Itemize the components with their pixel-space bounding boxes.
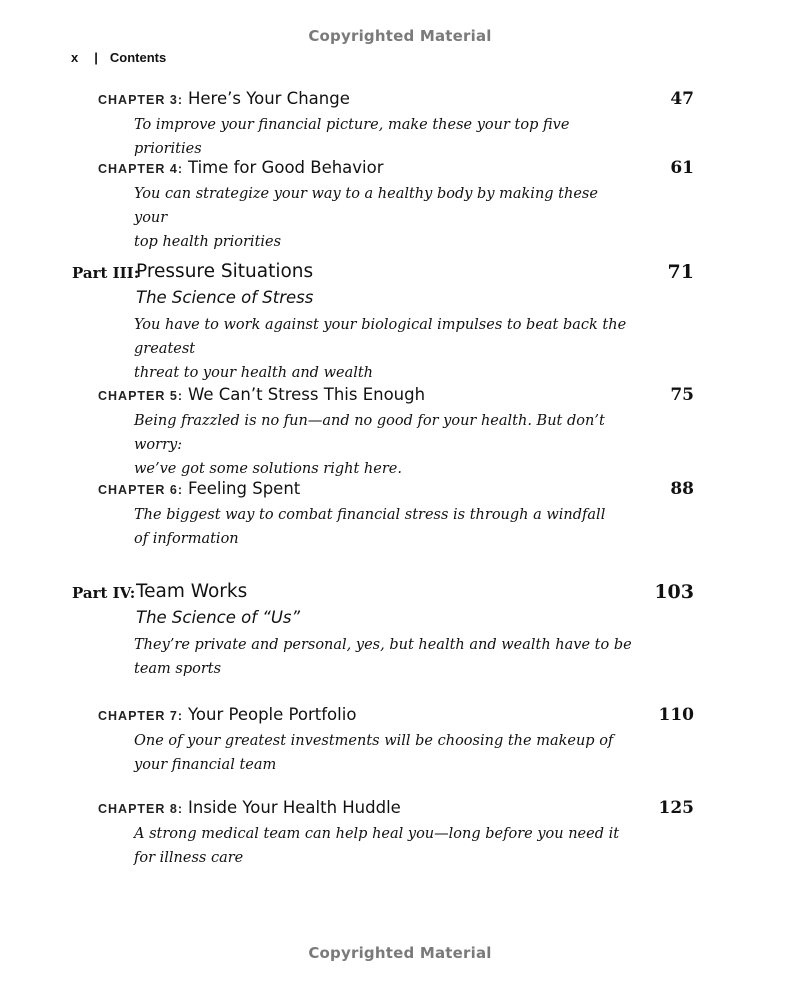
chapter-page-number: 125 xyxy=(658,798,694,818)
copyright-notice-bottom: Copyrighted Material xyxy=(308,944,492,962)
chapter-description: A strong medical team can help heal you—long before you need it for illness care xyxy=(134,826,620,866)
chapter-page-number: 110 xyxy=(658,705,694,725)
chapter-page-number: 61 xyxy=(670,158,694,178)
chapter-label: CHAPTER 3: xyxy=(98,93,184,107)
chapter-description: You can strategize your way to a healthy body by making these your top health priorities xyxy=(134,186,598,250)
part-label: Part IV: xyxy=(72,584,136,602)
running-header xyxy=(71,50,166,65)
chapter-label: CHAPTER 5: xyxy=(98,389,184,403)
chapter-label: CHAPTER 6: xyxy=(98,483,184,497)
part-title: Pressure Situations xyxy=(136,261,314,282)
chapter-title: We Can’t Stress This Enough xyxy=(188,385,426,404)
chapter-description: Being frazzled is no fun—and no good for your health. But don’t worry: we’ve got some solutions right here. xyxy=(134,413,605,477)
part-page-number: 71 xyxy=(667,261,694,283)
chapter-label: CHAPTER 7: xyxy=(98,709,184,723)
chapter-page-number: 88 xyxy=(670,479,694,499)
part-page-number: 103 xyxy=(654,581,694,603)
part-description: You have to work against your biological impulses to beat back the greatest threat to your health and wealth xyxy=(134,317,627,381)
page-number-roman: x xyxy=(71,50,79,65)
chapter-description: To improve your financial picture, make these your top five priorities xyxy=(134,117,570,157)
chapter-description: The biggest way to combat financial stress is through a windfall of information xyxy=(134,507,606,547)
header-separator: | xyxy=(94,50,98,65)
copyright-notice-top: Copyrighted Material xyxy=(308,27,492,45)
chapter-title: Time for Good Behavior xyxy=(188,158,384,177)
chapter-title: Here’s Your Change xyxy=(188,89,350,108)
part-subtitle: The Science of “Us” xyxy=(136,608,301,627)
part-title: Team Works xyxy=(136,581,248,602)
chapter-page-number: 47 xyxy=(670,89,694,109)
part-description: They’re private and personal, yes, but health and wealth have to be team sports xyxy=(134,637,632,677)
chapter-title: Your People Portfolio xyxy=(188,705,357,724)
chapter-page-number: 75 xyxy=(670,385,694,405)
part-label: Part III: xyxy=(72,264,140,282)
chapter-title: Inside Your Health Huddle xyxy=(188,798,401,817)
chapter-label: CHAPTER 4: xyxy=(98,162,184,176)
header-section-title: Contents xyxy=(109,50,167,65)
part-subtitle: The Science of Stress xyxy=(136,288,314,307)
chapter-label: CHAPTER 8: xyxy=(98,802,184,816)
chapter-title: Feeling Spent xyxy=(188,479,301,498)
chapter-description: One of your greatest investments will be choosing the makeup of your financial team xyxy=(134,733,614,773)
